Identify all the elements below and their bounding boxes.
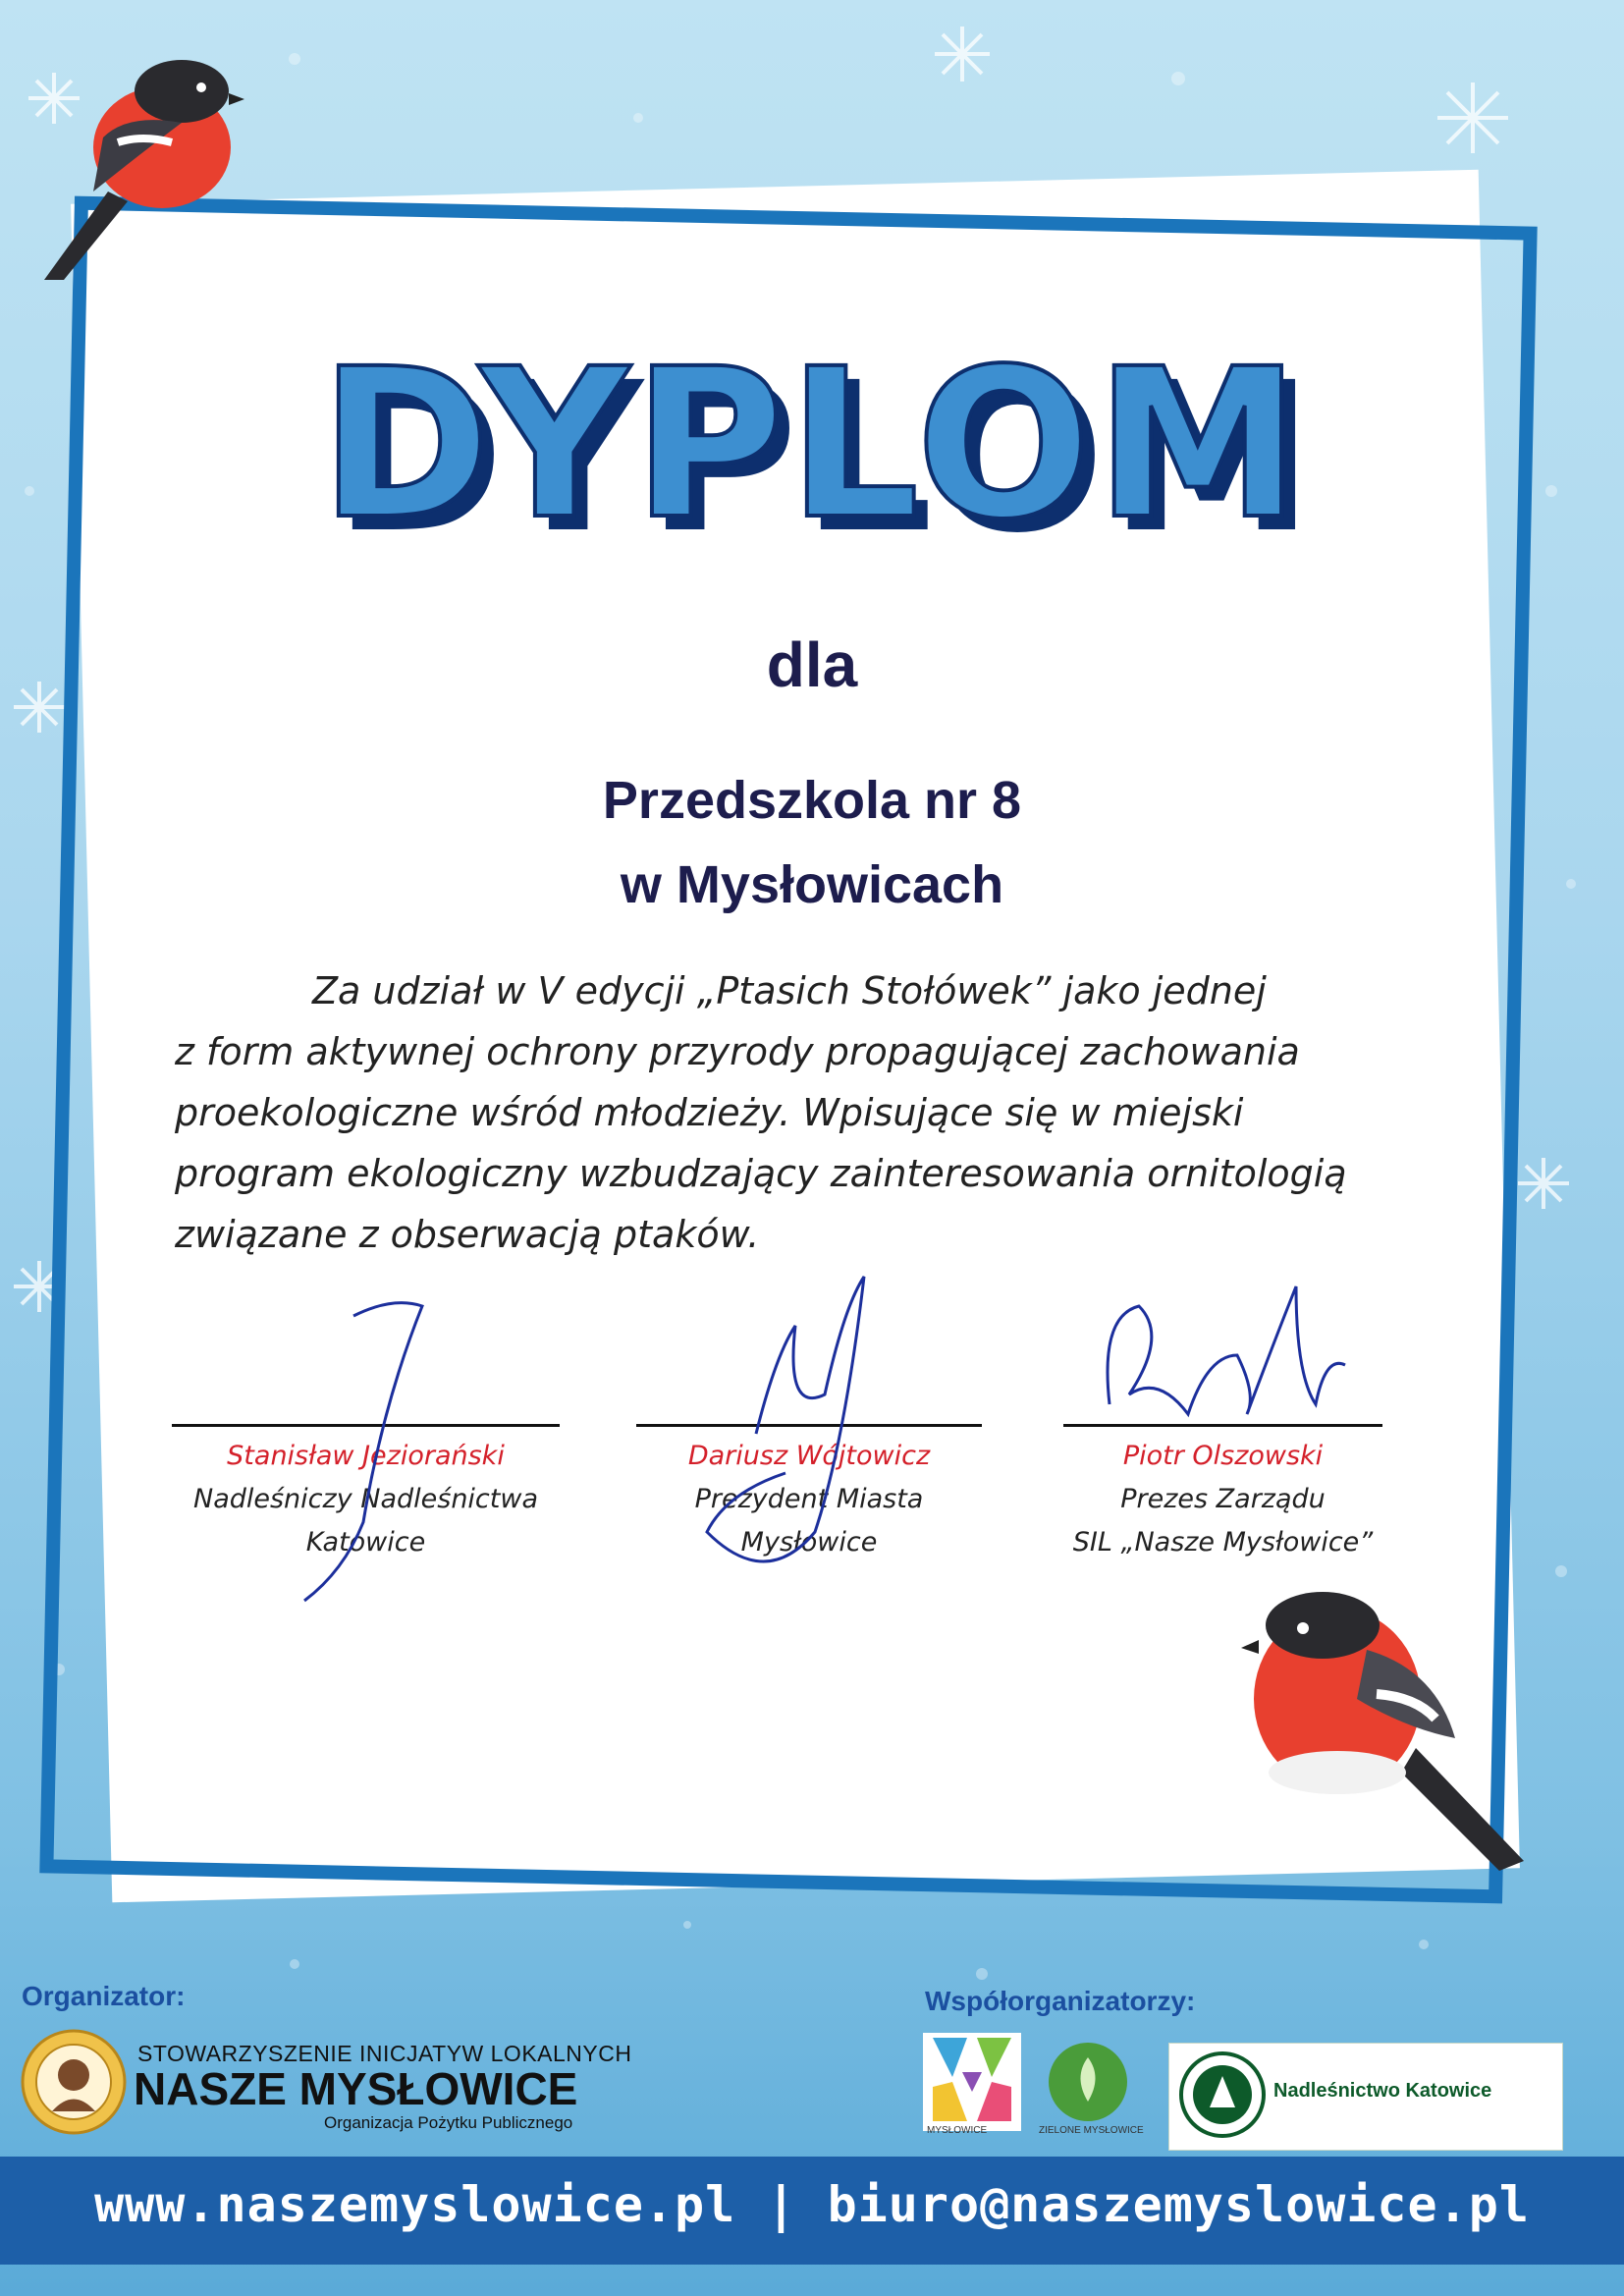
website-link[interactable]: www.naszemyslowice.pl — [94, 2176, 736, 2233]
dla-label: dla — [766, 629, 858, 700]
footer-separator: | — [766, 2176, 797, 2233]
signatory-name: Stanisław Jeziorański — [227, 1441, 505, 1471]
recipient-name — [0, 758, 1624, 927]
signature-line — [1063, 1424, 1382, 1427]
nasze-myslowice-logo-icon — [20, 2028, 128, 2136]
bullfinch-bird-bottom-icon — [1229, 1581, 1524, 1876]
signatory-role-cont: Katowice — [305, 1527, 426, 1558]
body-line1: Za udział w V edycji „Ptasich Stołówek” jako jednej — [312, 969, 1267, 1012]
signatory-role: Prezydent Miasta Mysłowice — [694, 1484, 924, 1558]
signatory-name: Dariusz Wójtowicz — [687, 1441, 931, 1471]
body-line4: program ekologiczny wzbudzający zainteresowania ornitologią — [175, 1152, 1347, 1195]
signature-line — [172, 1424, 560, 1427]
zielone-myslowice-caption: ZIELONE MYSŁOWICE — [1039, 2125, 1144, 2136]
organizer-name-line1: STOWARZYSZENIE INICJATYW LOKALNYCH — [137, 2041, 632, 2066]
zielone-myslowice-logo-icon — [1044, 2038, 1132, 2126]
signatory-name: Piotr Olszowski — [1122, 1441, 1324, 1471]
signature-block-2 — [636, 1424, 982, 1564]
body-line2: z form aktywnej ochrony przyrody propagującej zachowania — [175, 1030, 1300, 1073]
recipient-line1: Przedszkola nr 8 — [602, 771, 1022, 830]
lasy-panstwowe-logo-icon — [1178, 2050, 1267, 2139]
organizer-name-line3: Organizacja Pożytku Publicznego — [324, 2113, 573, 2132]
nadlesnictwo-katowice-name: Nadleśnictwo Katowice — [1273, 2080, 1492, 2102]
signatory-role: Prezes Zarządu — [1120, 1484, 1326, 1514]
organizer-label: Organizator: — [22, 1981, 186, 2011]
recipient-line2: w Mysłowicach — [620, 855, 1004, 914]
coorganizers-label: Współorganizatorzy: — [925, 1986, 1196, 2016]
signature-line — [636, 1424, 982, 1427]
signatory-role: Nadleśniczy Nadleśnictwa — [193, 1484, 538, 1514]
email-link[interactable]: biuro@naszemyslowice.pl — [827, 2176, 1530, 2233]
signature-block-3 — [1063, 1424, 1382, 1564]
organizer-name-line2: NASZE MYSŁOWICE — [134, 2063, 578, 2114]
diploma-title: DYPLOM — [319, 324, 1305, 565]
bullfinch-bird-top-icon — [34, 44, 270, 300]
footer-contact — [0, 2176, 1624, 2233]
body-line3: proekologiczne wśród młodzieży. Wpisujące się w miejski — [175, 1091, 1244, 1134]
body-line5: związane z obserwacją ptaków. — [175, 1213, 760, 1256]
signature-block-1 — [172, 1424, 560, 1564]
signatory-role-cont: SIL „Nasze Mysłowice” — [1072, 1527, 1374, 1558]
myslowice-caption: MYSŁOWICE — [927, 2125, 988, 2136]
myslowice-city-logo-icon — [923, 2033, 1021, 2131]
diploma-body — [175, 960, 1432, 1265]
